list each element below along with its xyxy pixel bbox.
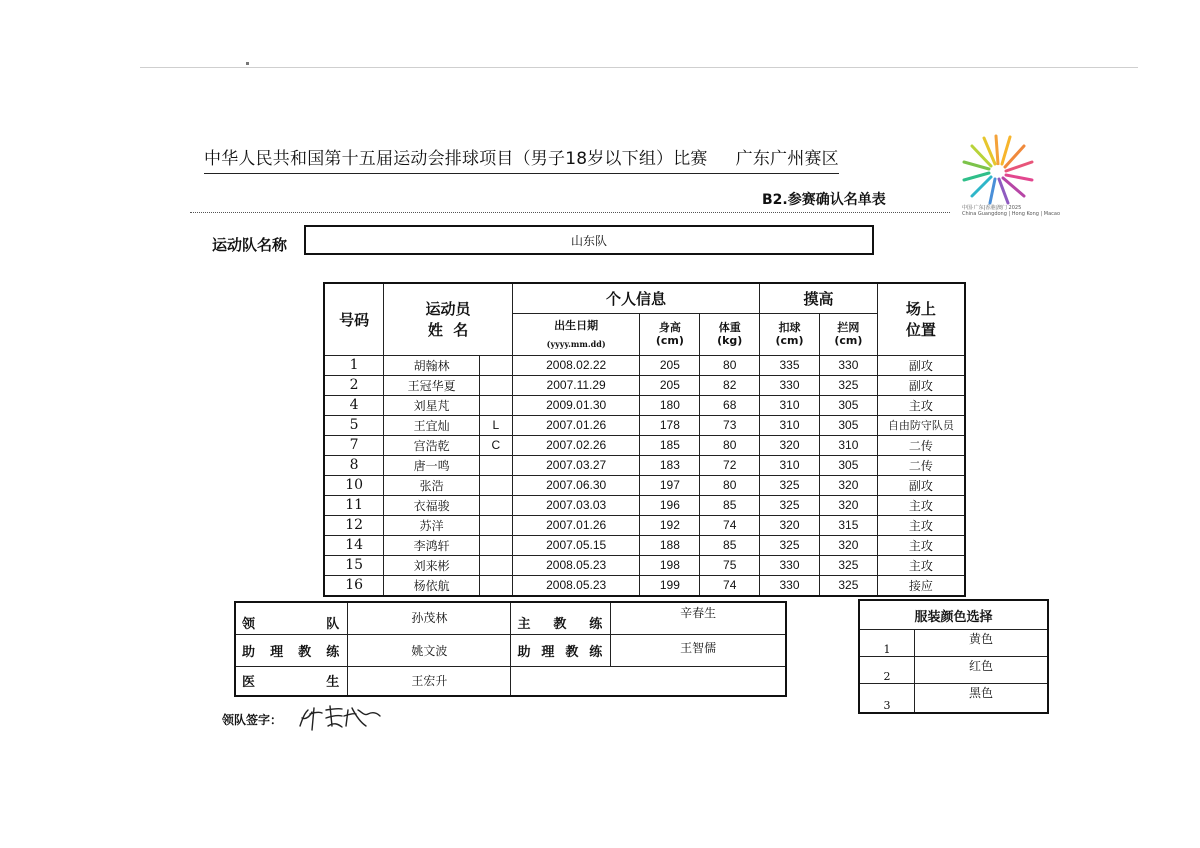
uniform-option-index: 1 (859, 630, 915, 657)
staff-row-doctor (235, 666, 786, 696)
player-name: 王冠华夏 (384, 375, 480, 395)
uniform-option-index: 2 (859, 657, 915, 684)
asst-label-char: 理 (541, 645, 555, 661)
header-spike (760, 313, 820, 355)
player-number: 11 (324, 495, 384, 515)
player-role-mark (479, 555, 512, 575)
player-block: 320 (819, 495, 877, 515)
player-height: 180 (640, 395, 700, 415)
player-block: 325 (819, 375, 877, 395)
player-block: 310 (819, 435, 877, 455)
table-row (324, 515, 965, 535)
logo-caption (962, 205, 1061, 217)
player-name: 唐一鸣 (384, 455, 480, 475)
asst-label-char: 助 (242, 645, 256, 661)
handwritten-signature-icon (296, 700, 386, 732)
player-number: 10 (324, 475, 384, 495)
player-weight: 85 (700, 495, 760, 515)
header-height (640, 313, 700, 355)
team-name-field (304, 225, 874, 255)
staff-row-leader (235, 602, 786, 635)
player-birth: 2007.02.26 (512, 435, 640, 455)
player-birth: 2007.05.15 (512, 535, 640, 555)
player-birth: 2007.01.26 (512, 515, 640, 535)
header-position-line1: 场上 (905, 300, 936, 319)
player-birth: 2007.03.27 (512, 455, 640, 475)
form-code: B2.参赛确认名单表 (762, 192, 886, 208)
player-birth: 2008.02.22 (512, 355, 640, 375)
asst-coach-2-value: 王智儒 (611, 635, 786, 667)
asst-coach-label (235, 635, 348, 667)
player-role-mark (479, 495, 512, 515)
player-role-mark (479, 455, 512, 475)
player-number: 12 (324, 515, 384, 535)
head-coach-label-char: 教 (553, 617, 567, 633)
team-name-value: 山东队 (570, 233, 607, 248)
table-row (324, 495, 965, 515)
leader-label-char: 领 (242, 617, 256, 633)
player-weight: 68 (700, 395, 760, 415)
scan-mark (246, 62, 249, 65)
table-row (324, 555, 965, 575)
player-spike: 325 (760, 495, 820, 515)
player-weight: 75 (700, 555, 760, 575)
player-birth: 2007.01.26 (512, 415, 640, 435)
player-height: 205 (640, 375, 700, 395)
header-height-label: 身高 (658, 320, 681, 334)
player-weight: 80 (700, 355, 760, 375)
asst-label-char: 教 (565, 645, 579, 661)
leader-label-char: 队 (326, 617, 340, 633)
header-height-unit: (cm) (655, 334, 684, 347)
player-birth: 2007.03.03 (512, 495, 640, 515)
player-block: 325 (819, 555, 877, 575)
roster-rows (324, 355, 965, 596)
player-position: 主攻 (877, 535, 965, 555)
header-personal-info: 个人信息 (512, 283, 759, 313)
player-weight: 72 (700, 455, 760, 475)
header-weight-label: 体重 (718, 320, 741, 334)
header-athlete (384, 283, 513, 355)
player-block: 305 (819, 395, 877, 415)
player-weight: 85 (700, 535, 760, 555)
title-region: 广东广州赛区 (735, 149, 839, 169)
player-role-mark: C (479, 435, 512, 455)
header-spike-unit: (cm) (775, 334, 804, 347)
asst-label-char: 教 (298, 645, 312, 661)
player-block: 305 (819, 415, 877, 435)
player-number: 4 (324, 395, 384, 415)
roster-table (323, 282, 966, 597)
asst-label-char: 练 (326, 645, 340, 661)
player-name: 张浩 (384, 475, 480, 495)
player-name: 苏洋 (384, 515, 480, 535)
player-block: 325 (819, 575, 877, 596)
leader-label (235, 602, 348, 635)
player-position: 副攻 (877, 475, 965, 495)
player-role-mark (479, 395, 512, 415)
player-number: 16 (324, 575, 384, 596)
player-name: 王宜灿 (384, 415, 480, 435)
dotted-divider (190, 212, 950, 213)
header-position (877, 283, 965, 355)
player-name: 刘星芃 (384, 395, 480, 415)
player-block: 315 (819, 515, 877, 535)
player-name: 杨依航 (384, 575, 480, 596)
player-birth: 2007.06.30 (512, 475, 640, 495)
player-role-mark (479, 375, 512, 395)
title-main: 中华人民共和国第十五届运动会排球项目（男子18岁以下组）比赛 (204, 149, 708, 169)
player-number: 2 (324, 375, 384, 395)
player-number: 8 (324, 455, 384, 475)
doctor-label (235, 666, 348, 696)
player-weight: 82 (700, 375, 760, 395)
player-spike: 325 (760, 535, 820, 555)
player-spike: 310 (760, 395, 820, 415)
player-position: 主攻 (877, 515, 965, 535)
player-weight: 73 (700, 415, 760, 435)
staff-empty-cell (511, 666, 786, 696)
player-position: 自由防守队员 (877, 415, 965, 435)
player-name: 李鸿轩 (384, 535, 480, 555)
player-height: 188 (640, 535, 700, 555)
team-name-label: 运动队名称 (212, 236, 288, 254)
header-birth-label: 出生日期 (554, 319, 599, 333)
asst-label-char: 理 (270, 645, 284, 661)
asst-coach-1-value: 姚文波 (348, 635, 511, 667)
player-birth: 2008.05.23 (512, 555, 640, 575)
games-logo-icon (956, 126, 1040, 210)
uniform-option-row (859, 657, 1048, 684)
header-block (819, 313, 877, 355)
table-row (324, 575, 965, 596)
player-role-mark (479, 475, 512, 495)
player-spike: 310 (760, 415, 820, 435)
table-row (324, 535, 965, 555)
uniform-option-row (859, 630, 1048, 657)
table-row (324, 375, 965, 395)
player-name: 宫浩乾 (384, 435, 480, 455)
header-reach: 摸高 (760, 283, 878, 313)
header-block-label: 拦网 (837, 320, 860, 334)
header-position-line2: 位置 (905, 321, 936, 340)
player-number: 7 (324, 435, 384, 455)
player-height: 192 (640, 515, 700, 535)
player-height: 205 (640, 355, 700, 375)
uniform-option-color: 黄色 (915, 630, 1049, 657)
leader-value: 孙茂林 (348, 602, 511, 635)
player-height: 198 (640, 555, 700, 575)
player-block: 320 (819, 475, 877, 495)
table-row (324, 455, 965, 475)
header-birth-format: (yyyy.mm.dd) (546, 338, 606, 349)
player-height: 196 (640, 495, 700, 515)
player-position: 主攻 (877, 495, 965, 515)
player-position: 主攻 (877, 395, 965, 415)
player-block: 320 (819, 535, 877, 555)
player-number: 15 (324, 555, 384, 575)
header-weight (700, 313, 760, 355)
player-number: 5 (324, 415, 384, 435)
player-spike: 330 (760, 555, 820, 575)
head-coach-label (511, 602, 611, 635)
player-height: 185 (640, 435, 700, 455)
uniform-option-color: 黑色 (915, 684, 1049, 714)
document-title (204, 144, 839, 174)
doctor-value: 王宏升 (348, 666, 511, 696)
player-spike: 330 (760, 375, 820, 395)
player-weight: 74 (700, 515, 760, 535)
player-position: 主攻 (877, 555, 965, 575)
page-top-rule (140, 67, 1138, 68)
player-weight: 74 (700, 575, 760, 596)
table-row (324, 435, 965, 455)
logo-caption-cn: 中国·广东|香港|澳门 2025 (962, 205, 1022, 211)
header-number: 号码 (324, 283, 384, 355)
head-coach-label-char: 主 (517, 617, 531, 633)
staff-row-assistant (235, 635, 786, 667)
player-weight: 80 (700, 475, 760, 495)
player-name: 胡翰林 (384, 355, 480, 375)
player-position: 副攻 (877, 355, 965, 375)
uniform-color-title: 服装颜色选择 (859, 600, 1048, 630)
uniform-option-color: 红色 (915, 657, 1049, 684)
player-position: 副攻 (877, 375, 965, 395)
player-number: 14 (324, 535, 384, 555)
player-spike: 335 (760, 355, 820, 375)
asst-coach-label-2 (511, 635, 611, 667)
player-name: 刘来彬 (384, 555, 480, 575)
player-role-mark: L (479, 415, 512, 435)
player-spike: 325 (760, 475, 820, 495)
player-height: 183 (640, 455, 700, 475)
asst-label-char: 助 (517, 645, 531, 661)
head-coach-value: 辛春生 (611, 602, 786, 635)
player-spike: 310 (760, 455, 820, 475)
player-spike: 320 (760, 435, 820, 455)
player-role-mark (479, 575, 512, 596)
player-position: 二传 (877, 435, 965, 455)
player-birth: 2008.05.23 (512, 575, 640, 596)
uniform-option-row (859, 684, 1048, 714)
asst-label-char: 练 (589, 645, 603, 661)
head-coach-label-char: 练 (589, 617, 603, 633)
header-athlete-line1: 运动员 (425, 300, 471, 319)
player-role-mark (479, 515, 512, 535)
staff-table (234, 601, 787, 697)
header-block-unit: (cm) (834, 334, 863, 347)
player-block: 330 (819, 355, 877, 375)
uniform-option-index: 3 (859, 684, 915, 714)
table-row (324, 395, 965, 415)
player-role-mark (479, 355, 512, 375)
header-athlete-line2: 姓 名 (427, 321, 469, 340)
logo-caption-en: China Guangdong | Hong Kong | Macao (962, 210, 1061, 217)
player-spike: 320 (760, 515, 820, 535)
header-birth (512, 313, 640, 355)
header-spike-label: 扣球 (778, 320, 801, 334)
uniform-color-table (858, 599, 1049, 714)
doctor-label-char: 医 (242, 675, 256, 691)
player-name: 衣福骏 (384, 495, 480, 515)
doctor-label-char: 生 (326, 675, 340, 691)
player-height: 197 (640, 475, 700, 495)
player-height: 199 (640, 575, 700, 596)
player-number: 1 (324, 355, 384, 375)
table-row (324, 415, 965, 435)
player-position: 接应 (877, 575, 965, 596)
player-position: 二传 (877, 455, 965, 475)
player-block: 305 (819, 455, 877, 475)
player-birth: 2009.01.30 (512, 395, 640, 415)
header-weight-unit: (kg) (717, 334, 743, 347)
player-weight: 80 (700, 435, 760, 455)
table-row (324, 475, 965, 495)
player-role-mark (479, 535, 512, 555)
player-height: 178 (640, 415, 700, 435)
player-birth: 2007.11.29 (512, 375, 640, 395)
signature-label: 领队签字： (222, 713, 283, 727)
table-row (324, 355, 965, 375)
player-spike: 330 (760, 575, 820, 596)
